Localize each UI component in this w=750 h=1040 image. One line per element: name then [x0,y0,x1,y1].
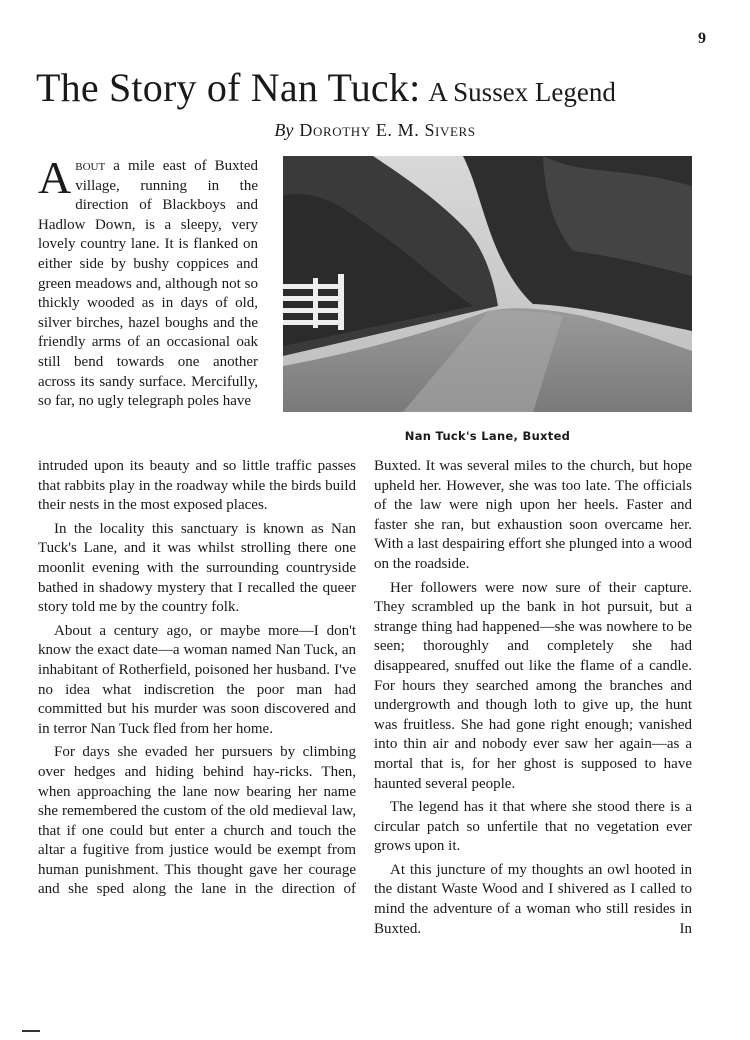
dropcap-letter: A [38,152,72,203]
page-number: 9 [698,30,706,47]
right-paragraph-3: The legend has it that where she stood there is a circular patch so unfertile that no vegetation ever grows upon it. [374,799,692,855]
byline-author: Dorothy E. M. Sivers [299,120,476,140]
intro-first-words: bout [75,158,106,174]
right-paragraph-2: Her followers were now sure of their capture. They scrambled up the bank in hot pursuit, but a strange thing had happened—she was nowhere to be seen; thoroughly and completely she had disappeared, snuffed out like the flame of a candle. For hours they searched among the branches and undergrowth and though loth to give up, the hunt was fruitless. She had gone right enough; vanished into thin air and nobody ever saw her again—as a mortal that is, for her ghost is supposed to have haunted several people. [374,579,692,792]
byline [0,120,750,141]
left-paragraph-1: intruded upon its beauty and so little traffic passes that rabbits play in the roadway while the birds build their nests in the most exposed places. [38,458,356,514]
intro-paragraph [38,152,258,412]
article-title-main: The Story of Nan Tuck: [36,65,421,110]
lane-photo [283,156,692,412]
left-paragraph-4: For days she evaded her pursuers by climbing over hedges and hiding behind hay-ricks. Then, when approaching the lane now bearing her name she remembered the custom of the old medieval law, that if one could but enter a church and touch the altar a fugitive from justice would be exempt from human punishment. This thought gave her courage and she sped along the lane in the direction of [38,744,356,898]
intro-text [38,152,258,412]
article-title [36,65,716,110]
page-edge-mark [22,1030,40,1032]
intro-body: a mile east of Buxted village, running in the direction of Blackboys and Hadlow Down, is a sleepy, very lovely country lane. It is flanked on either side by bushy coppices and green meadows and, although not so thickly wooded as in days of old, silver birches, hazel boughs and the friendly arms of an occasional oak still bend towards one another across its sandy surface. Mercifully, so far, no ugly telegraph poles have [38,158,258,410]
left-paragraph-2: In the locality this sanctuary is known as Nan Tuck's Lane, and it was whilst strolling there one moonlit evening with the surrounding countryside bathed in shadowy mystery that I recalled the queer story told me by the country folk. [38,520,356,616]
article-title-sub: A Sussex Legend [428,77,616,107]
lane-photo-image [283,156,692,412]
right-paragraph-4: At this juncture of my thoughts an owl hooted in the distant Waste Wood and I shivered as I called to mind the adventure of a woman who still resides in Buxted. In [374,861,692,937]
right-column [374,457,692,939]
left-column [38,457,356,900]
byline-by: By [274,120,294,140]
right-paragraph-1: Buxted. It was several miles to the church, but hope upheld her. However, she was too late. The officials of the law were nigh upon her heels. Faster and faster she ran, but exhaustion soon overcame her. With a last despairing effort she plunged into a wood on the roadside. [374,458,692,572]
left-paragraph-3: About a century ago, or maybe more—I don't know the exact date—a woman named Nan Tuck, an inhabitant of Rotherfield, poisoned her husband. I've no idea what indiscretion the poor man had committed but his murder was soon discovered and in terror Nan Tuck fled from her home. [38,622,356,737]
photo-caption: Nan Tuck's Lane, Buxted [404,429,571,443]
